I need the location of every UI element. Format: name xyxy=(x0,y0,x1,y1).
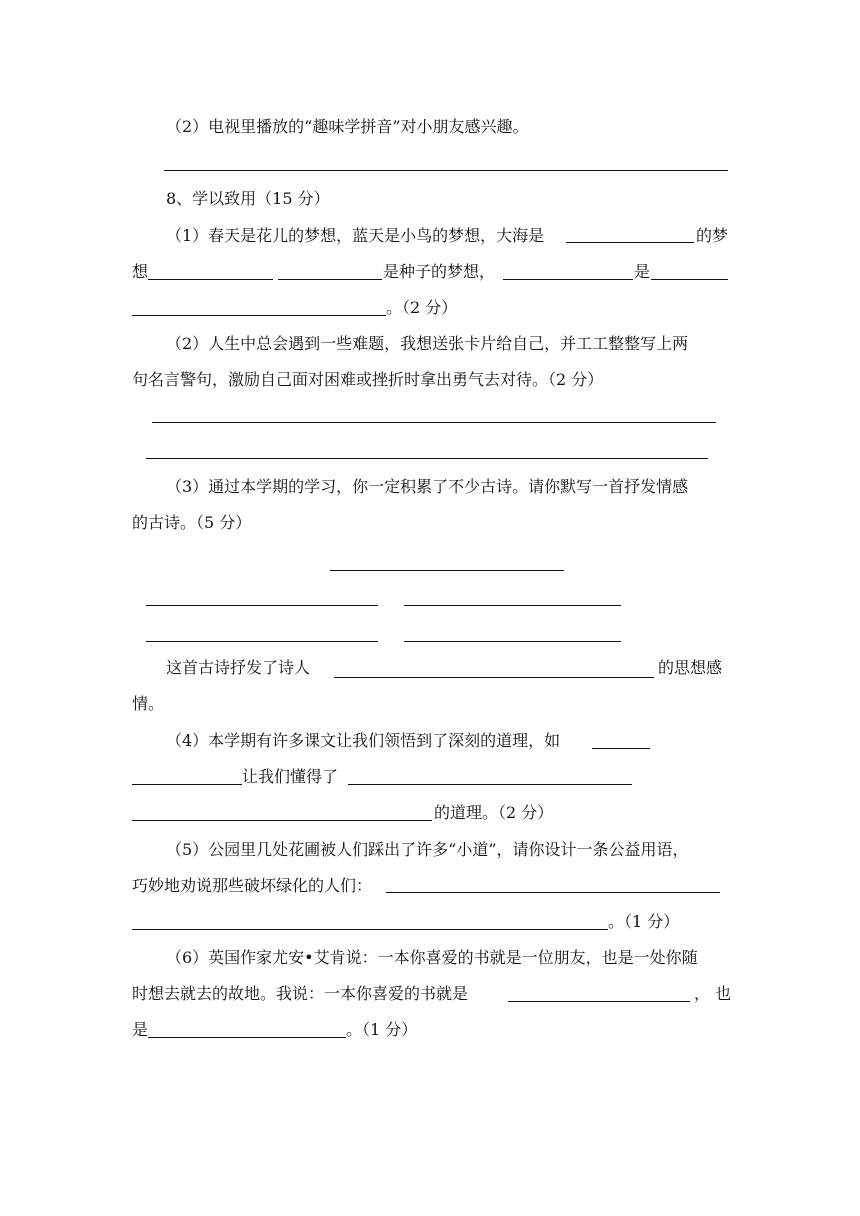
q8-s1-blank-6[interactable] xyxy=(132,315,386,316)
q8-s1-blank-3[interactable] xyxy=(278,279,382,280)
q8-s1-line2-end: 是 xyxy=(634,262,651,281)
q8-s4-blank-4[interactable] xyxy=(132,820,432,821)
q8-s4-line2: 让我们懂得了 xyxy=(242,767,339,786)
q8-s5-blank-1[interactable] xyxy=(386,892,720,893)
q8-s6-line2-start: 时想去就去的故地。我说：一本你喜爱的书就是 xyxy=(132,984,469,1003)
q8-s2-line2: 句名言警句，激励自己面对困难或挫折时拿出勇气去对待。（2 分） xyxy=(132,370,604,389)
q8-s1-blank-5[interactable] xyxy=(651,279,728,280)
q7-item2-text: （2）电视里播放的“趣味学拼音”对小朋友感兴趣。 xyxy=(166,117,529,136)
q8-s4-line1: （4）本学期有许多课文让我们领悟到了深刻的道理，如 xyxy=(166,731,561,750)
q8-s2-line1: （2）人生中总会遇到一些难题，我想送张卡片给自己，并工工整整写上两 xyxy=(166,334,689,353)
q8-s1-blank-4[interactable] xyxy=(503,279,633,280)
q8-s2-answer-line-2[interactable] xyxy=(146,458,708,459)
q8-s3-line3-end: 的思想感 xyxy=(658,658,723,677)
q8-title: 8、学以致用（15 分） xyxy=(166,189,330,208)
q8-s1-blank-2[interactable] xyxy=(148,279,273,280)
q8-s1-line2-start: 想 xyxy=(132,262,149,281)
q8-s6-line3-start: 是 xyxy=(132,1020,149,1039)
q8-s4-line3-end: 的道理。（2 分） xyxy=(434,803,554,822)
q8-s5-line3-end: 。（1 分） xyxy=(608,912,680,931)
q8-s3-line3-start: 这首古诗抒发了诗人 xyxy=(166,658,311,677)
q8-s6-line2-end: ， 也 xyxy=(694,984,732,1003)
q8-s6-blank-1[interactable] xyxy=(508,1001,690,1002)
q8-s5-blank-2[interactable] xyxy=(132,929,608,930)
q8-s3-poem-line-4[interactable] xyxy=(404,641,621,642)
q8-s1-blank-1[interactable] xyxy=(566,242,694,243)
q8-s1-line3-end: 。（2 分） xyxy=(386,298,458,317)
q8-s6-blank-2[interactable] xyxy=(148,1037,346,1038)
q8-s1-line1-text: （1）春天是花儿的梦想，蓝天是小鸟的梦想，大海是 xyxy=(166,226,545,245)
q8-s5-line2: 巧妙地劝说那些破坏绿化的人们： xyxy=(132,876,373,895)
q8-s3-poem-line-2[interactable] xyxy=(404,605,621,606)
q8-s3-poem-title-line[interactable] xyxy=(330,570,564,571)
q8-s4-blank-1[interactable] xyxy=(592,748,650,749)
q8-s6-line1: （6）英国作家尤安•艾肯说：一本你喜爱的书就是一位朋友，也是一处你随 xyxy=(166,948,698,967)
q8-s3-feeling-blank[interactable] xyxy=(334,677,654,678)
q8-s1-line2-mid: 是种子的梦想， xyxy=(383,262,496,281)
q8-s1-line1-end: 的梦 xyxy=(696,226,729,245)
q8-s4-blank-3[interactable] xyxy=(348,784,632,785)
q8-s2-answer-line-1[interactable] xyxy=(152,422,716,423)
q8-s3-line1: （3）通过本学期的学习，你一定积累了不少古诗。请你默写一首抒发情感 xyxy=(166,477,689,496)
q8-s3-poem-line-3[interactable] xyxy=(146,641,378,642)
q8-s6-line3-end: 。（1 分） xyxy=(346,1020,418,1039)
q8-s3-line4: 情。 xyxy=(132,694,165,713)
q8-s5-line1: （5）公园里几处花圃被人们踩出了许多“小道”，请你设计一条公益用语， xyxy=(166,840,689,859)
q8-s3-line2: 的古诗。（5 分） xyxy=(132,513,252,532)
q7-item2-answer-line[interactable] xyxy=(164,170,728,171)
q8-s3-poem-line-1[interactable] xyxy=(146,605,378,606)
q8-s4-blank-2[interactable] xyxy=(132,784,242,785)
